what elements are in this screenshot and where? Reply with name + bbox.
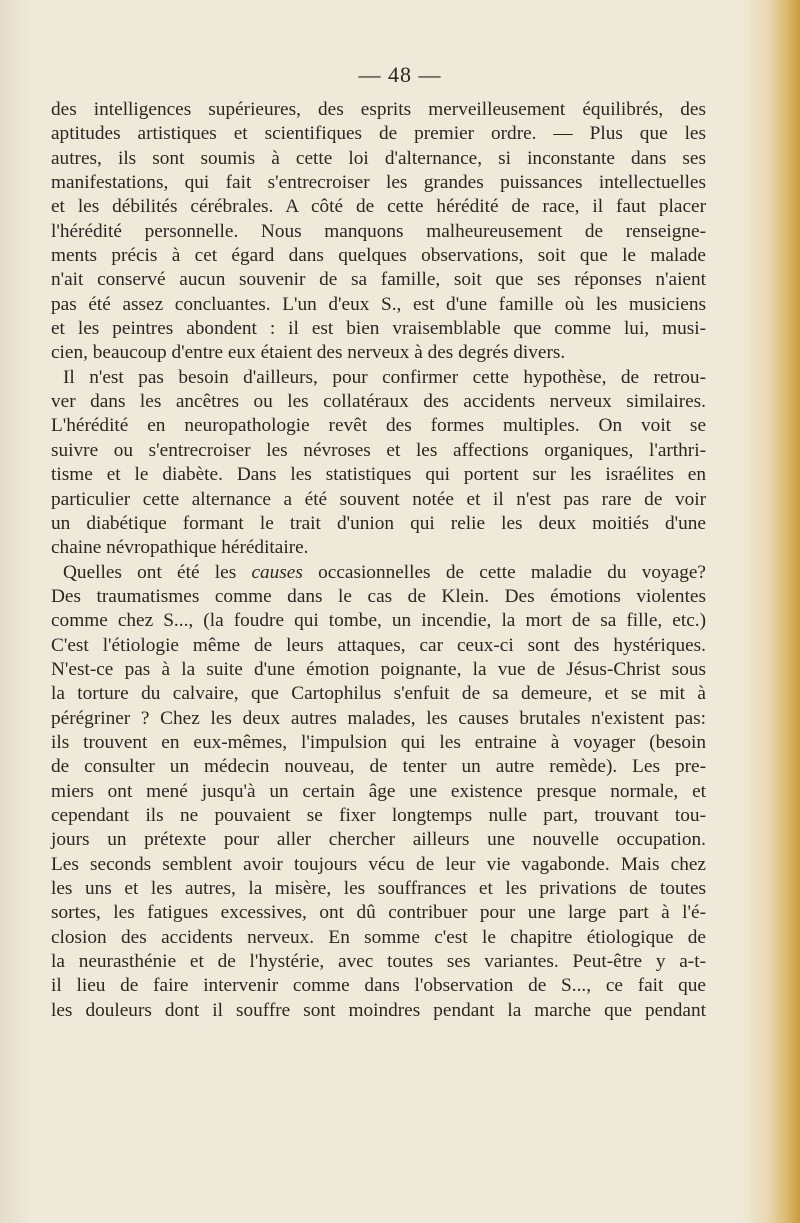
text-line: C'est l'étiologie même de leurs attaques, car ceux-ci sont des hystériques. (51, 634, 706, 656)
text-line: sortes, les fatigues excessives, ont dû contribuer pour une large part à l'é- (51, 902, 706, 924)
text-line: n'ait conservé aucun souvenir de sa famille, soit que ses réponses n'aient (51, 269, 706, 291)
text-line: Les seconds semblent avoir toujours vécu de leur vie vagabonde. Mais chez (51, 853, 706, 875)
text-line: et les peintres abondent : il est bien vraisemblable que comme lui, musi- (51, 318, 706, 340)
page-number: — 48 — (358, 62, 442, 87)
text-line: cien, beaucoup d'entre eux étaient des nerveux à des degrés divers. (51, 342, 566, 364)
paragraph-3 (51, 561, 706, 1024)
text-line: et les débilités cérébrales. A côté de cette hérédité de race, il faut placer (51, 196, 706, 218)
text-line: cependant ils ne pouvaient se fixer longtemps nulle part, trouvant tou- (51, 804, 706, 826)
text-line: closion des accidents nerveux. En somme c'est le chapitre étiologique de (51, 926, 706, 948)
text-line: comme chez S..., (la foudre qui tombe, un incendie, la mort de sa fille, etc.) (51, 610, 706, 632)
paragraph-1 (51, 98, 706, 366)
text-line: de consulter un médecin nouveau, de tenter un autre remède). Les pre- (51, 756, 706, 778)
text-line: N'est-ce pas à la suite d'une émotion poignante, la vue de Jésus-Christ sous (51, 658, 706, 680)
text-line: L'hérédité en neuropathologie revêt des formes multiples. On voit se (51, 415, 706, 437)
text-line: miers ont mené jusqu'à un certain âge une existence presque normale, et (51, 780, 706, 802)
page-edge-discoloration (740, 0, 800, 1223)
text-line: les uns et les autres, la misère, les souffrances et les privations de toutes (51, 878, 706, 899)
text-line: la torture du calvaire, que Cartophilus s'enfuit de sa demeure, et se mit à (51, 683, 706, 705)
text-segment: Quelles ont été les (63, 561, 252, 583)
text-line: ils trouvent en eux-mêmes, l'impulsion qui les entraine à voyager (besoin (51, 731, 706, 753)
page-gutter-shadow (0, 0, 30, 1223)
text-line: suivre ou s'entrecroiser les névroses et les affections organiques, l'arthri- (51, 439, 706, 461)
text-line: les douleurs dont il souffre sont moindres pendant la marche que pendant (51, 999, 706, 1021)
paragraph-2 (51, 366, 706, 561)
text-line: tisme et le diabète. Dans les statistiques qui portent sur les israélites en (51, 464, 706, 486)
text-line: particulier cette alternance a été souvent notée et il n'est pas rare de voir (51, 488, 706, 510)
text-line: manifestations, qui fait s'entrecroiser les grandes puissances intellectuelles (51, 172, 706, 194)
text-line: Des traumatismes comme dans le cas de Klein. Des émotions violentes (51, 585, 706, 607)
text-line: ver dans les ancêtres ou les collatéraux des accidents nerveux similaires. (51, 391, 706, 413)
text-line: des intelligences supérieures, des esprits merveilleusement équilibrés, des (51, 99, 706, 120)
text-line: la neurasthénie et de l'hystérie, avec toutes ses variantes. Peut-être y a-t- (51, 951, 706, 973)
text-line: un diabétique formant le trait d'union qui relie les deux moitiés d'une (51, 512, 706, 534)
text-line: aptitudes artistiques et scientifiques de premier ordre. — Plus que les (51, 123, 706, 145)
text-line: jours un prétexte pour aller chercher ailleurs une nouvelle occupation. (51, 829, 706, 851)
italic-term: causes (251, 561, 303, 583)
text-line: l'hérédité personnelle. Nous manquons malheureusement de renseigne- (51, 220, 706, 242)
text-line: pérégriner ? Chez les deux autres malades, les causes brutales n'existent pas: (51, 707, 706, 729)
body-text (51, 98, 706, 1023)
text-line: chaine névropathique héréditaire. (51, 537, 309, 559)
text-line (51, 561, 706, 585)
text-line: ments précis à cet égard dans quelques observations, soit que le malade (51, 245, 706, 267)
text-line: il lieu de faire intervenir comme dans l'observation de S..., ce fait que (51, 975, 706, 997)
text-line: autres, ils sont soumis à cette loi d'alternance, si inconstante dans ses (51, 147, 706, 169)
text-line: Il n'est pas besoin d'ailleurs, pour confirmer cette hypothèse, de retrou- (63, 366, 706, 388)
text-segment: occasionnelles de cette maladie du voyage? (302, 561, 706, 583)
text-line: pas été assez concluantes. L'un d'eux S., est d'une famille où les musiciens (51, 293, 706, 315)
